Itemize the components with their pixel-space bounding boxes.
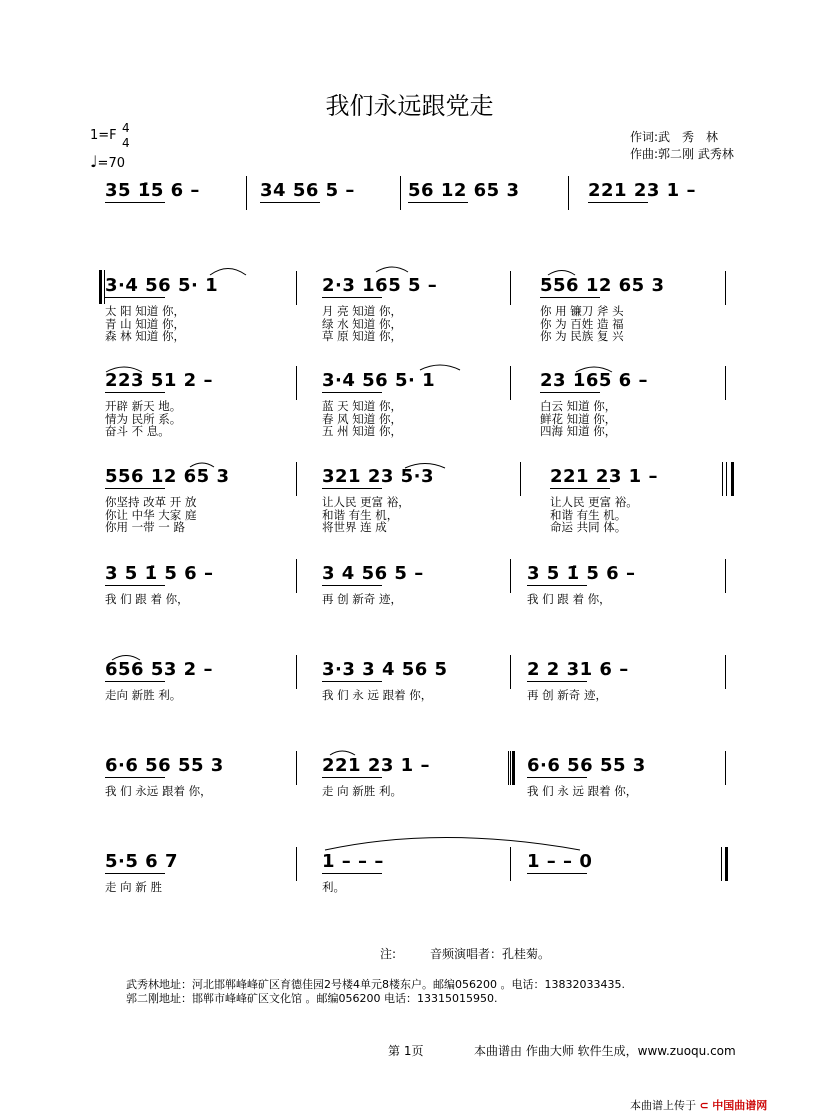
- lyric-line: 我 们 永 远 跟着 你，: [322, 688, 433, 702]
- repeat-end-bar-thin: [726, 462, 727, 496]
- lyric-line: 太 阳 知道 你，: [105, 304, 185, 318]
- measure-notes: 3·4 56 5· 1: [322, 370, 436, 391]
- key-signature: 1=F: [90, 128, 117, 143]
- beam-line: [408, 202, 468, 203]
- measure-notes: 1 – – –: [322, 851, 384, 872]
- beam-line: [105, 681, 165, 682]
- beam-line: [527, 873, 587, 874]
- final-bar: [725, 847, 728, 881]
- bar-line: [725, 271, 726, 305]
- lyric-line: 开辟 新天 地。: [105, 399, 182, 413]
- page-number: 第 1页: [388, 1044, 424, 1058]
- lyric-line: 走向 新胜 利。: [105, 688, 182, 702]
- measure-notes: 23 165 6 –: [540, 370, 648, 391]
- bar-line: [568, 176, 569, 210]
- bar-line: [296, 847, 297, 881]
- bar-line: [296, 271, 297, 305]
- beam-line: [105, 873, 165, 874]
- measure-notes: 35 1̇5 6 –: [105, 180, 200, 201]
- lyric-line: 月 亮 知道 你，: [322, 304, 402, 318]
- lyric-line: 青 山 知道 你，: [105, 316, 185, 331]
- repeat-start-bar-thin: [104, 270, 105, 304]
- measure-notes: 3·4 56 5· 1: [105, 275, 219, 296]
- beam-line: [527, 681, 587, 682]
- lyric-line: 我 们 永 远 跟着 你，: [527, 784, 638, 798]
- bar-line: [296, 462, 297, 496]
- measure-notes: 3 5 1̇ 5 6 –: [527, 563, 636, 584]
- lyric-line: 绿 水 知道 你，: [322, 316, 402, 331]
- bar-line: [725, 751, 726, 785]
- time-signature-bottom: 4: [122, 136, 130, 150]
- lyric-line: 我 们 跟 着 你，: [527, 592, 611, 606]
- beam-line: [105, 202, 165, 203]
- time-signature: [122, 121, 130, 151]
- bar-line: [510, 271, 511, 305]
- time-signature-top: 4: [122, 121, 130, 135]
- bar-line: [725, 366, 726, 400]
- repeat-start-bar: [99, 270, 102, 304]
- lyric-line: 白云 知道 你，: [540, 399, 617, 413]
- beam-line: [105, 488, 165, 489]
- address-line-2: 郭二刚地址：邯郸市峰峰矿区文化馆 。邮编056200 电话：13315015950.: [126, 992, 498, 1005]
- lyric-line: 和谐 有生 机。: [550, 507, 627, 522]
- tempo-value: =70: [97, 156, 125, 171]
- lyric-line: 奋斗 不 息。: [105, 424, 170, 438]
- lyric-line: 蓝 天 知道 你，: [322, 399, 402, 413]
- bar-line: [510, 366, 511, 400]
- beam-line: [105, 392, 165, 393]
- address-line-1: 武秀林地址：河北邯郸峰峰矿区育德佳园2号楼4单元8楼东户。邮编056200 。电话：13832033435.: [126, 978, 625, 991]
- lyric-line: 四海 知道 你，: [540, 424, 617, 438]
- slur: [325, 838, 580, 851]
- beam-line: [322, 873, 382, 874]
- lyric-line: 草 原 知道 你，: [322, 329, 402, 343]
- beam-line: [550, 488, 610, 489]
- lyric-line: 五 州 知道 你，: [322, 424, 402, 438]
- measure-notes: 221 23 1 –: [322, 755, 430, 776]
- lyric-line: 春 风 知道 你，: [322, 411, 402, 426]
- lyric-line: 利。: [322, 880, 345, 894]
- bar-line: [520, 462, 521, 496]
- watermark-brand: 中国曲谱网: [712, 1099, 768, 1112]
- measure-notes: 223 51 2 –: [105, 370, 213, 391]
- measure-notes: 556 12 65 3: [540, 275, 665, 296]
- beam-line: [322, 488, 382, 489]
- measure-notes: 3 4 56 5 –: [322, 563, 424, 584]
- lyric-line: 让人民 更富 裕。: [550, 495, 638, 509]
- repeat-start-bar: [512, 751, 515, 785]
- lyric-line: 让人民 更富 裕，: [322, 495, 410, 509]
- beam-line: [260, 202, 320, 203]
- beam-line: [322, 392, 382, 393]
- beam-line: [322, 297, 382, 298]
- measure-notes: 5·5 6 7: [105, 851, 178, 872]
- beam-line: [527, 777, 587, 778]
- beam-line: [105, 585, 165, 586]
- page-title: 我们永远跟党走: [325, 92, 494, 120]
- quarter-note-icon: ♩: [90, 152, 98, 171]
- final-bar-thin: [721, 847, 722, 881]
- measure-notes: 6·6 56 55 3: [105, 755, 224, 776]
- generator-credit: 本曲谱由 作曲大师 软件生成，www.zuoqu.com: [474, 1044, 736, 1058]
- measure-notes: 34 56 5 –: [260, 180, 355, 201]
- beam-line: [540, 297, 600, 298]
- measure-notes: 321 23 5·3: [322, 466, 435, 487]
- lyric-line: 和谐 有生 机，: [322, 507, 399, 522]
- composer-credit: 作曲:郭二刚 武秀林: [630, 147, 734, 161]
- bar-line: [510, 655, 511, 689]
- bar-line: [246, 176, 247, 210]
- note-label: 注:: [380, 947, 397, 961]
- lyric-line: 你让 中华 大家 庭: [105, 507, 197, 522]
- bar-line: [296, 366, 297, 400]
- measure-notes: 2·3 165 5 –: [322, 275, 438, 296]
- bar-line: [725, 559, 726, 593]
- beam-line: [322, 681, 382, 682]
- lyric-line: 我 们 跟 着 你，: [105, 592, 189, 606]
- watermark-logo-icon: ⊂: [699, 1099, 709, 1112]
- beam-line: [527, 585, 587, 586]
- measure-notes: 3 5 1̇ 5 6 –: [105, 563, 214, 584]
- lyric-line: 将世界 连 成: [322, 520, 387, 534]
- lyric-line: 我 们 永远 跟着 你，: [105, 784, 212, 798]
- bar-line: [296, 559, 297, 593]
- lyric-line: 你 为 民族 复 兴: [540, 329, 624, 343]
- measure-notes: 6·6 56 55 3: [527, 755, 646, 776]
- measure-notes: 221 23 1 –: [588, 180, 696, 201]
- measure-notes: 1 – – 0: [527, 851, 593, 872]
- slur: [376, 267, 408, 272]
- bar-line: [725, 655, 726, 689]
- beam-line: [540, 392, 600, 393]
- lyric-line: 你用 一带 一 路: [105, 520, 185, 534]
- lyric-line: 你 为 百姓 造 福: [540, 316, 624, 331]
- measure-notes: 556 12 65 3: [105, 466, 230, 487]
- beam-line: [322, 585, 382, 586]
- measure-notes: 3·3 3 4 56 5: [322, 659, 448, 680]
- lyric-line: 走 向 新 胜: [105, 880, 162, 894]
- bar-line: [510, 751, 511, 785]
- bar-line: [400, 176, 401, 210]
- lyric-line: 情为 民所 系。: [105, 411, 182, 426]
- watermark-text: 本曲谱上传于: [630, 1099, 696, 1112]
- bar-line: [510, 847, 511, 881]
- beam-line: [105, 777, 165, 778]
- beam-line: [105, 297, 165, 298]
- lyric-line: 走 向 新胜 利。: [322, 784, 402, 798]
- upload-watermark: [630, 1097, 767, 1113]
- measure-notes: 56 12 65 3: [408, 180, 520, 201]
- note-text: 音频演唱者：孔桂菊。: [430, 947, 551, 961]
- lyric-line: 再 创 新奇 迹，: [527, 688, 607, 702]
- bar-line: [510, 559, 511, 593]
- lyric-line: 鲜花 知道 你，: [540, 411, 617, 426]
- lyric-line: 森 林 知道 你，: [105, 329, 185, 343]
- repeat-end-bar: [731, 462, 734, 496]
- lyric-line: 你坚持 改革 开 放: [105, 495, 197, 509]
- tempo-marking: [90, 152, 125, 171]
- measure-notes: 2 2 31 6 –: [527, 659, 629, 680]
- lyric-line: 再 创 新奇 迹，: [322, 592, 402, 606]
- measure-notes: 221 23 1 –: [550, 466, 658, 487]
- beam-line: [588, 202, 648, 203]
- bar-line: [296, 655, 297, 689]
- repeat-start-bar-thin: [508, 751, 509, 785]
- beam-line: [322, 777, 382, 778]
- bar-line: [296, 751, 297, 785]
- lyric-line: 命运 共同 体。: [550, 520, 627, 534]
- lyric-line: 你 用 镰刀 斧 头: [540, 304, 624, 318]
- bar-line: [722, 462, 723, 496]
- lyricist-credit: 作词:武 秀 林: [630, 130, 719, 144]
- measure-notes: 656 53 2 –: [105, 659, 213, 680]
